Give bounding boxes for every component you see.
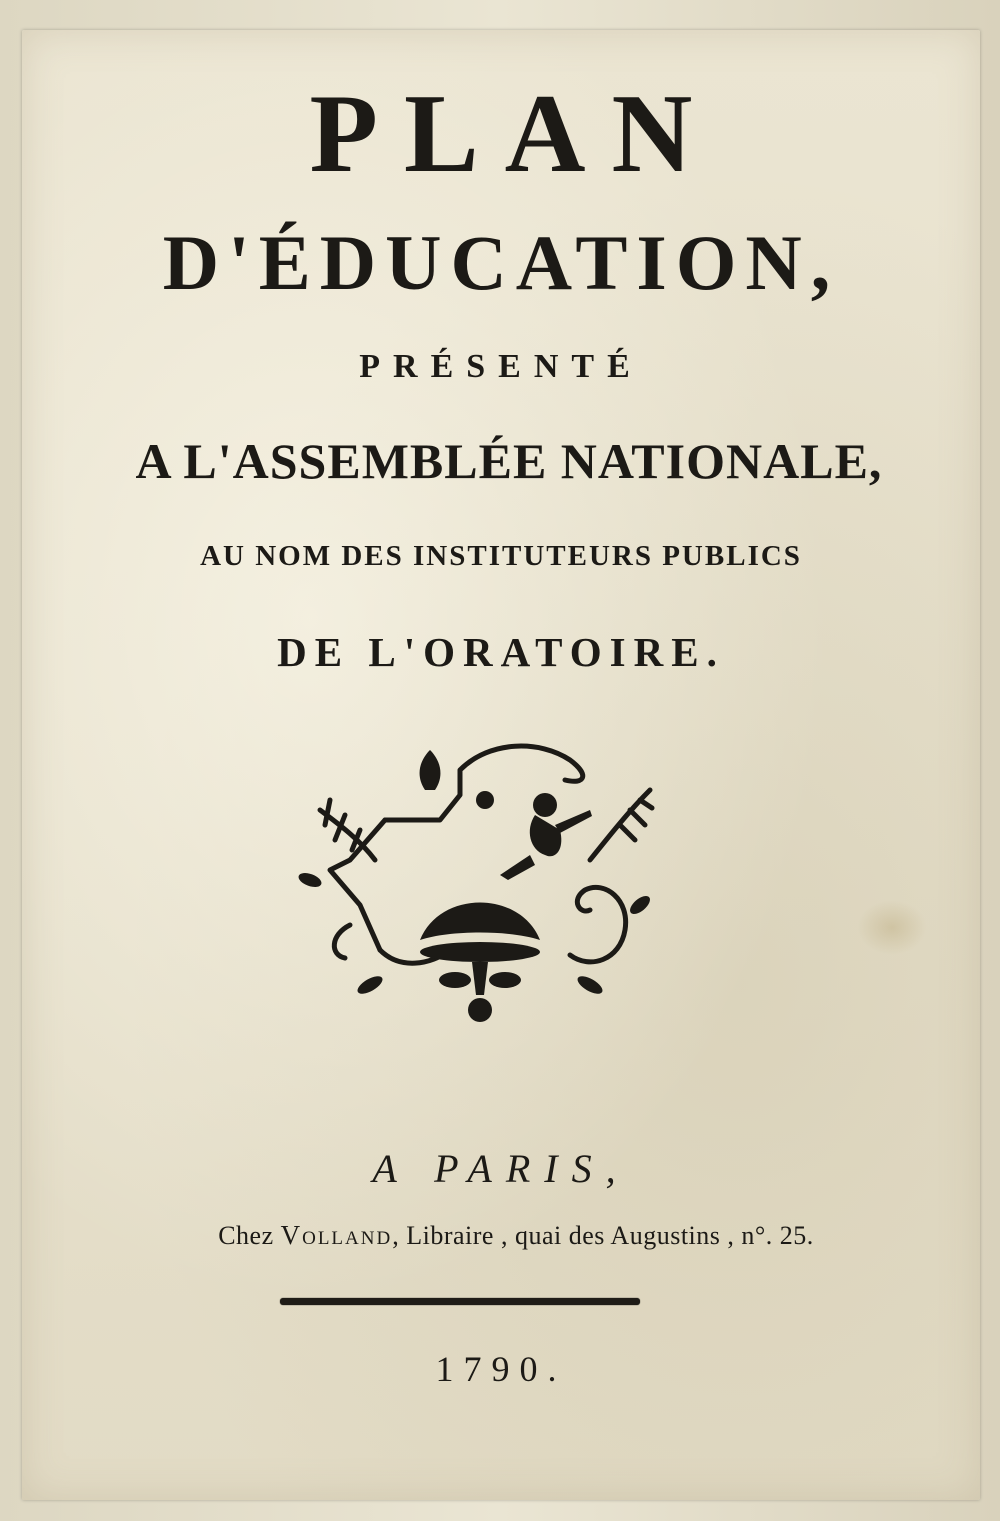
publisher-prefix: Chez bbox=[218, 1221, 281, 1250]
paper-stain bbox=[857, 900, 927, 955]
subtitle-presente: PRÉSENTÉ bbox=[359, 348, 643, 385]
subtitle-assemblee: A L'ASSEMBLÉE NATIONALE, bbox=[135, 433, 883, 489]
publisher-name: Volland bbox=[280, 1220, 393, 1250]
divider-rule bbox=[280, 1298, 640, 1305]
publisher-address: , Libraire , quai des Augustins , n°. 25. bbox=[392, 1221, 814, 1250]
title-page bbox=[22, 30, 980, 1500]
title-plan: PLAN bbox=[309, 72, 719, 196]
title-education: D'ÉDUCATION, bbox=[162, 219, 840, 306]
imprint-year: 1790. bbox=[435, 1349, 567, 1389]
imprint-publisher bbox=[37, 1220, 995, 1251]
imprint-place: A PARIS, bbox=[372, 1146, 630, 1191]
ornamental-vignette-icon bbox=[290, 730, 660, 1040]
subtitle-instituteurs: AU NOM DES INSTITUTEURS PUBLICS bbox=[200, 540, 802, 572]
subtitle-oratoire: DE L'ORATOIRE. bbox=[277, 629, 725, 675]
